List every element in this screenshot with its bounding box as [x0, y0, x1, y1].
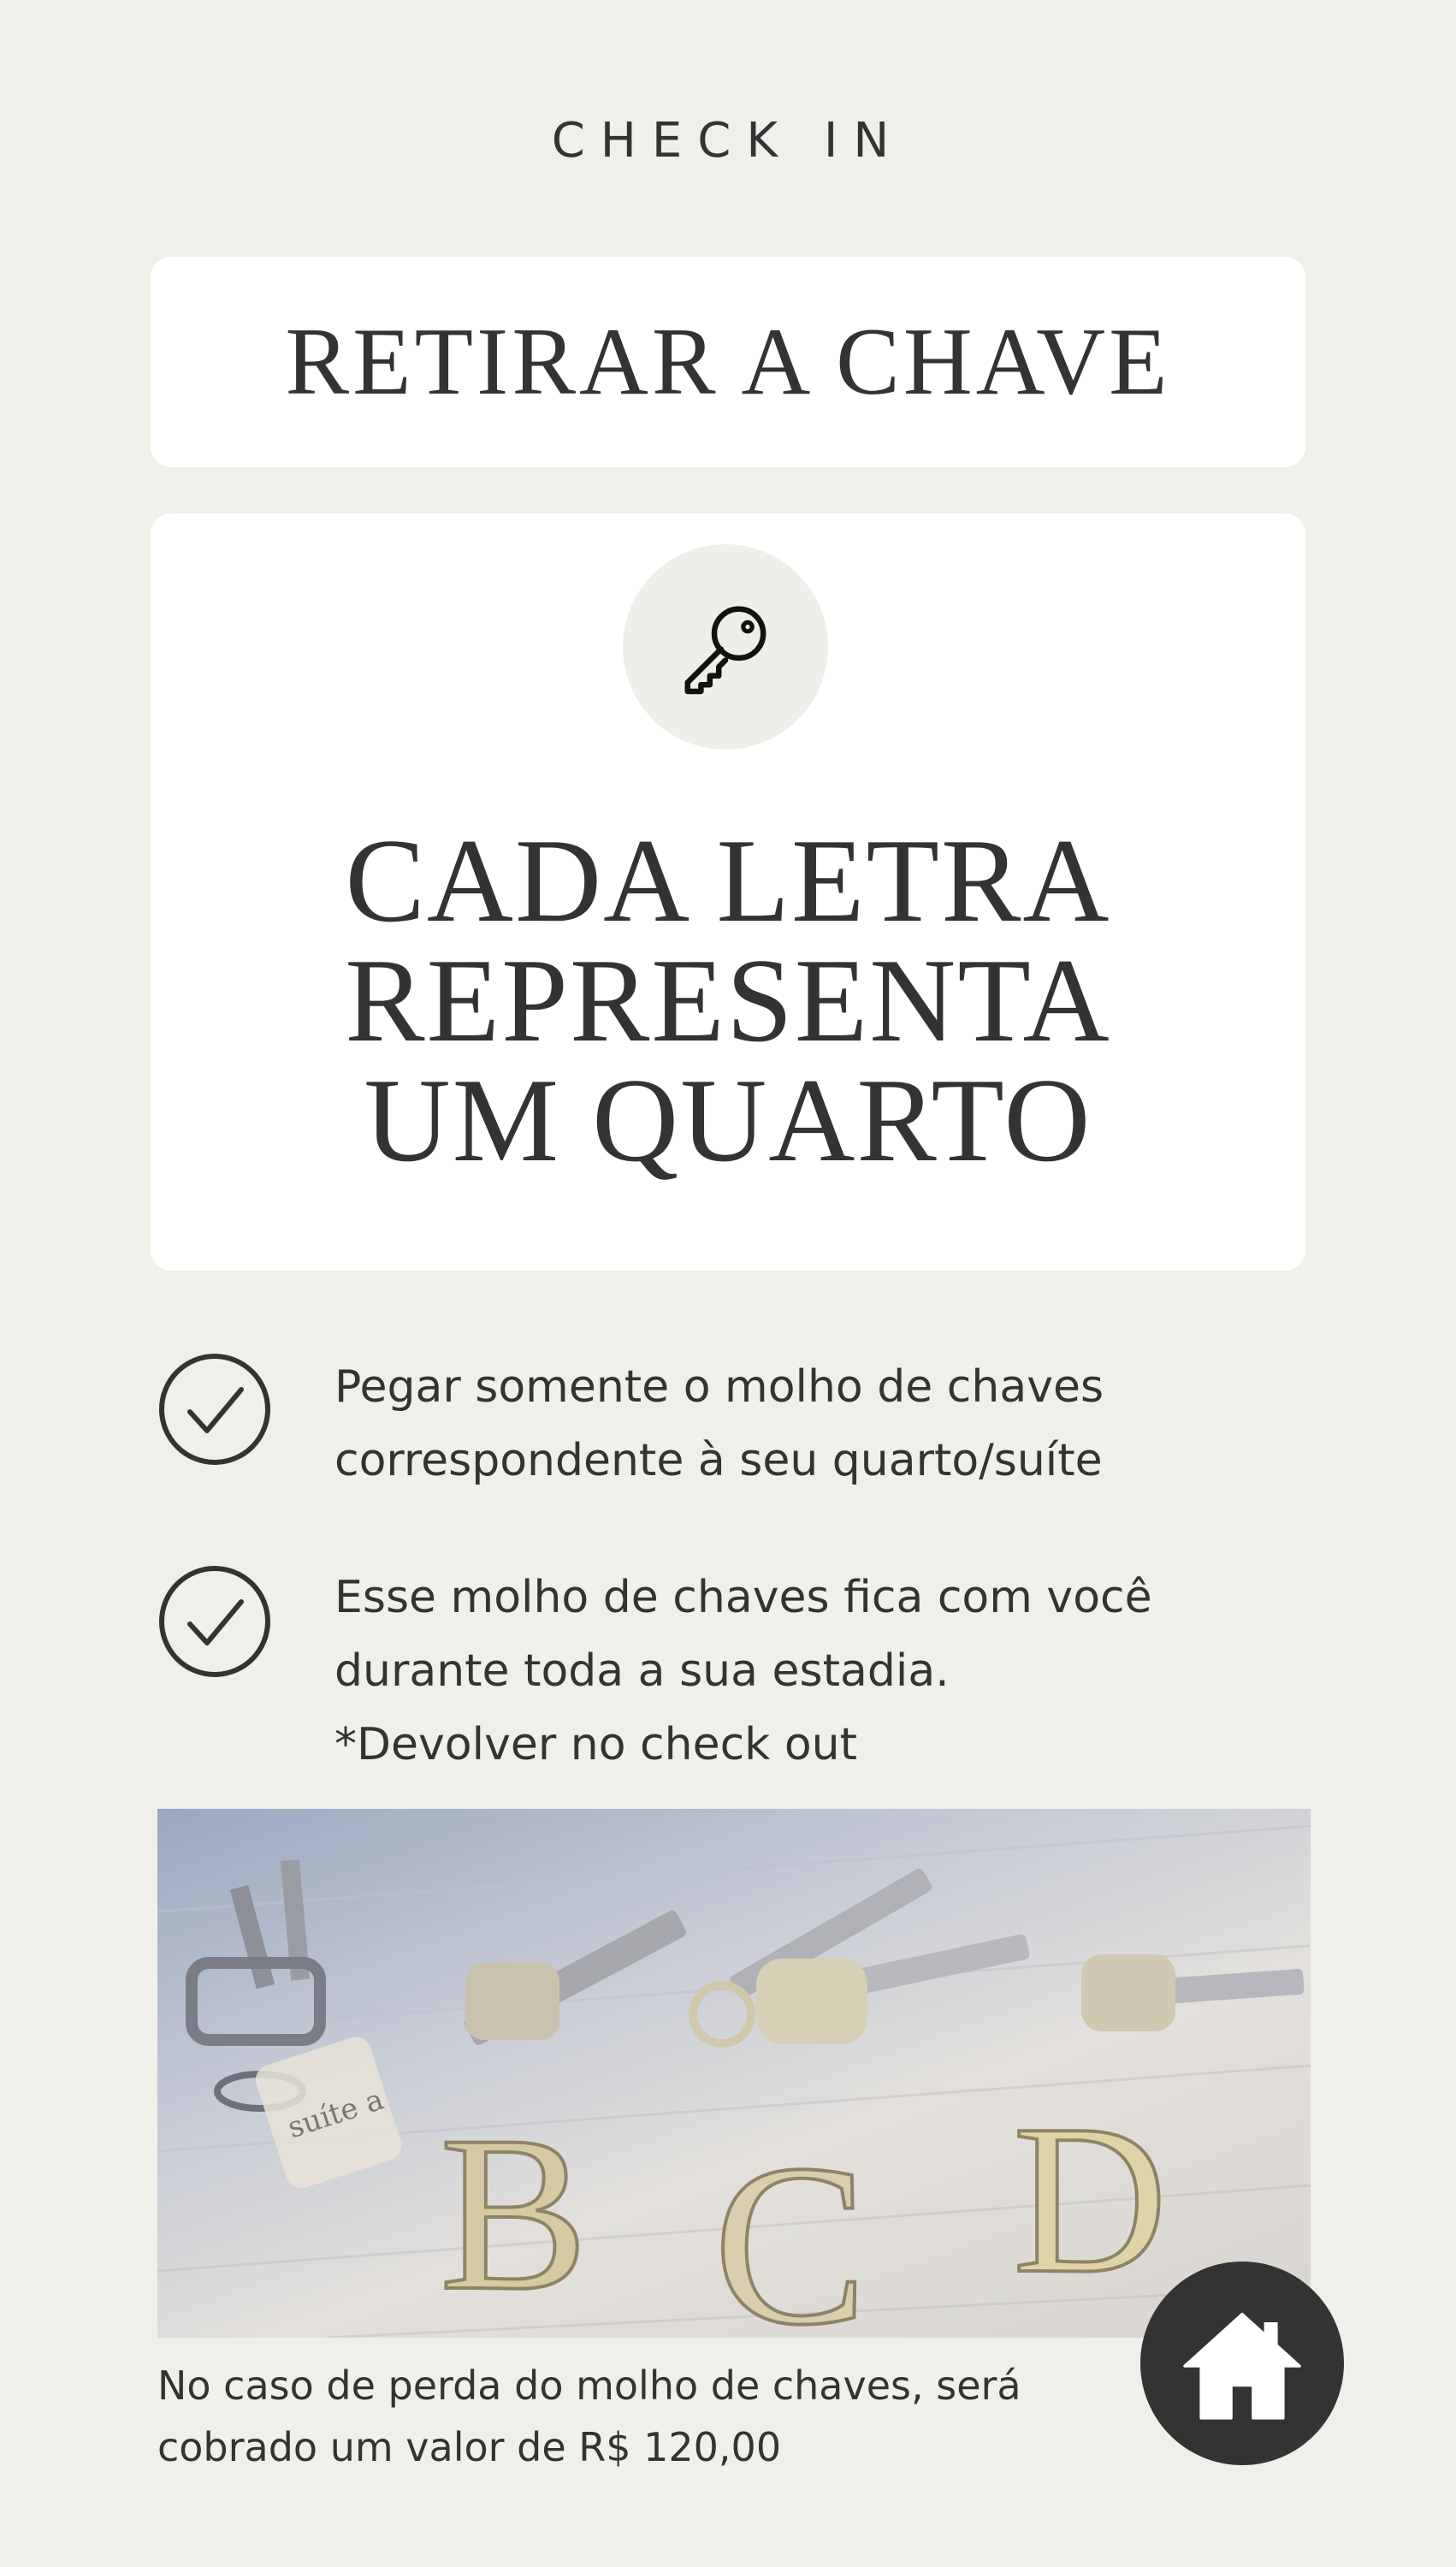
key-tag-label: suíte a: [283, 2082, 388, 2146]
checklist-text: [334, 1350, 1318, 1497]
loss-fee-note: [157, 2355, 1141, 2478]
key-set-c: [693, 1867, 1030, 2338]
checklist-line: correspondente à seu quarto/suíte: [334, 1435, 1103, 1486]
check-circle-icon: [157, 1352, 272, 1467]
keys-photo: [157, 1809, 1311, 2338]
checklist-line: Esse molho de chaves fica com você: [334, 1572, 1152, 1623]
home-button[interactable]: [1140, 2262, 1344, 2465]
key-icon: [670, 591, 781, 703]
home-icon: [1174, 2295, 1311, 2432]
headline-line: CADA LETRA: [345, 815, 1111, 947]
key-letter: D: [1013, 2081, 1168, 2318]
checklist-line: *Devolver no check out: [334, 1719, 857, 1770]
checklist-line: Pegar somente o molho de chaves: [334, 1361, 1104, 1413]
headline: [151, 815, 1305, 1187]
footer-line: No caso de perda do molho de chaves, será: [157, 2362, 1021, 2409]
check-circle-icon: [157, 1564, 272, 1679]
title-card: [151, 257, 1305, 467]
checklist-text: [334, 1561, 1318, 1781]
keys-photo-illustration: [157, 1809, 1311, 2338]
footer-line: cobrado um valor de R$ 120,00: [157, 2424, 782, 2470]
info-card: [151, 513, 1305, 1271]
key-set-b: [440, 1909, 688, 2337]
page-title: RETIRAR A CHAVE: [285, 308, 1171, 415]
checklist-line: durante toda a sua estadia.: [334, 1645, 950, 1697]
key-icon-circle: [623, 544, 828, 750]
key-letter: B: [440, 2090, 589, 2337]
key-letter: C: [713, 2117, 868, 2338]
page-header-label: CHECK IN: [551, 113, 905, 169]
headline-line: REPRESENTA: [345, 934, 1111, 1067]
headline-line: UM QUARTO: [364, 1054, 1092, 1187]
